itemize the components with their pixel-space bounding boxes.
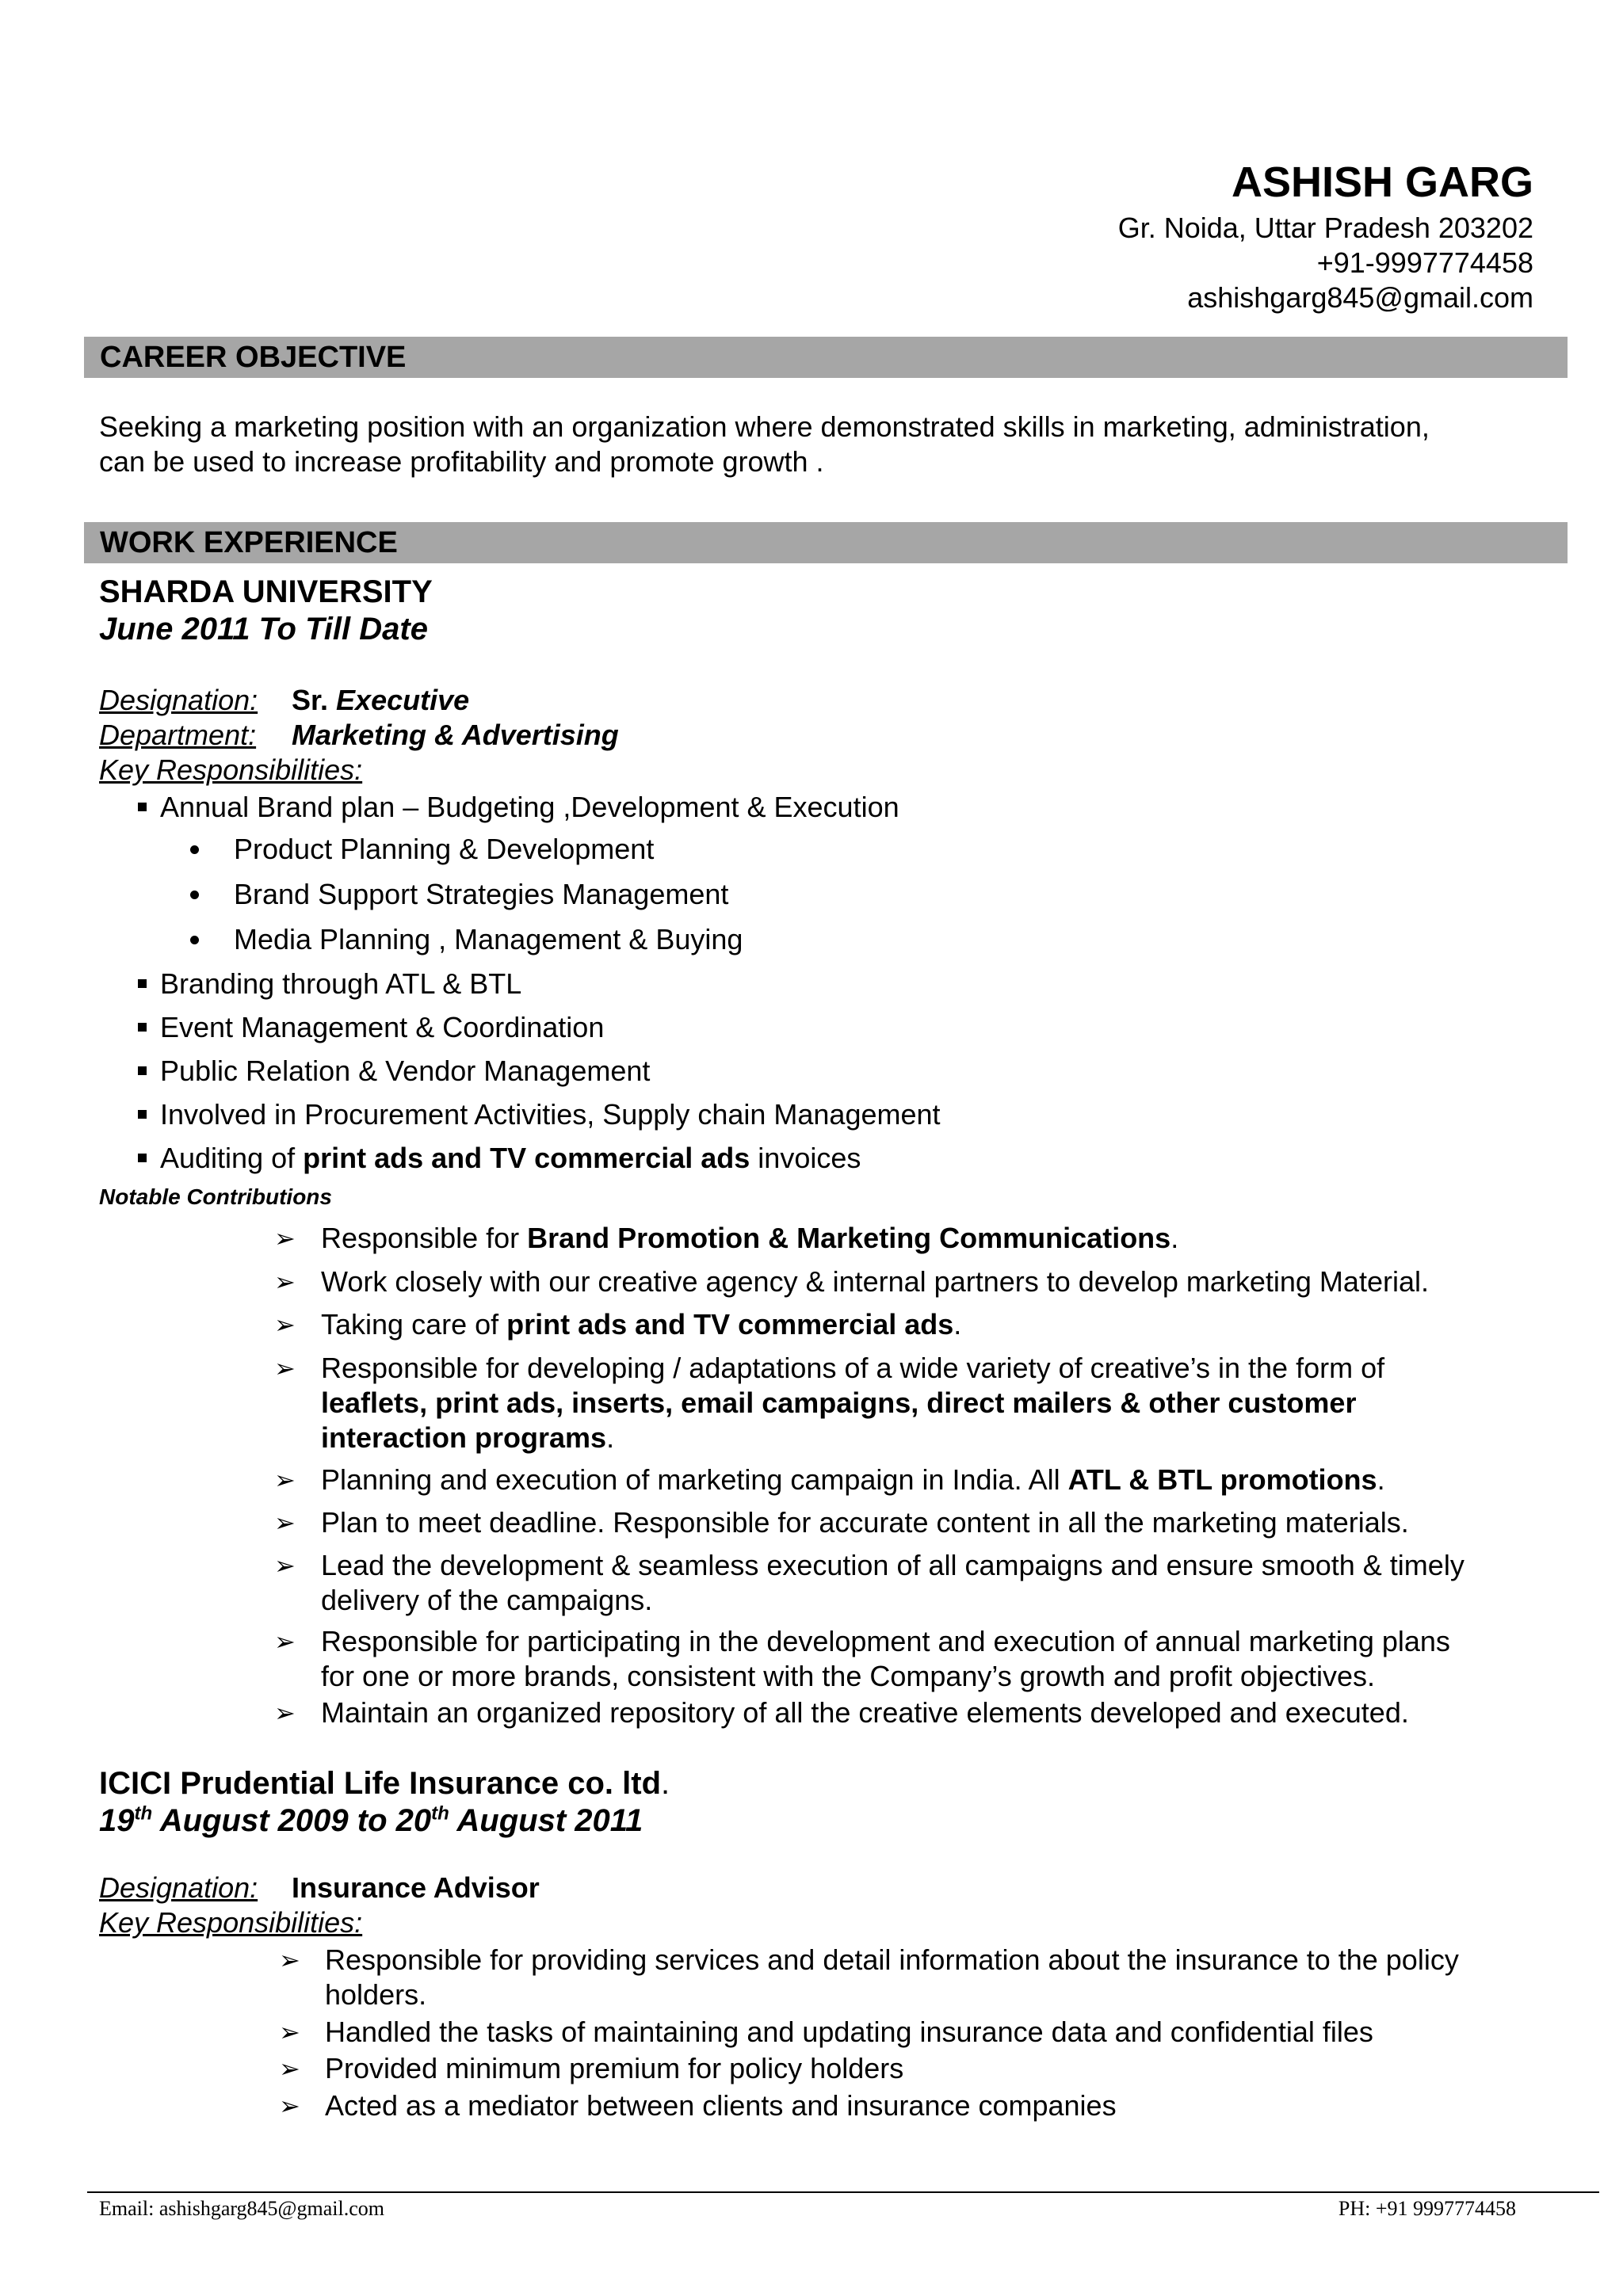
address: Gr. Noida, Uttar Pradesh 203202: [1117, 212, 1533, 244]
list-item: Branding through ATL & BTL: [160, 967, 522, 1000]
arrow-bullet-icon: ➢: [274, 1551, 296, 1580]
list-item: Annual Brand plan – Budgeting ,Development & Execution: [160, 791, 899, 823]
list-item: Acted as a mediator between clients and insurance companies: [325, 2089, 1117, 2122]
list-item: Brand Support Strategies Management: [234, 878, 729, 910]
job-period: June 2011 To Till Date: [99, 612, 428, 646]
designation-row: [99, 1871, 540, 1905]
footer-email: Email: ashishgarg845@gmail.com: [99, 2197, 384, 2220]
list-item: Maintain an organized repository of all the creative elements developed and executed.: [321, 1696, 1409, 1729]
arrow-bullet-icon: ➢: [279, 2018, 300, 2046]
career-objective-heading: CAREER OBJECTIVE: [84, 337, 1568, 378]
key-responsibilities-label: Key Responsibilities:: [99, 753, 363, 786]
list-item: Event Management & Coordination: [160, 1011, 605, 1043]
list-item: Responsible for developing / adaptations of a wide variety of creative’s in the form of leaflets, print ads, inserts, email campaigns, direct mailers & other customer interaction programs.: [321, 1352, 1385, 1454]
notable-contributions-label: Notable Contributions: [99, 1184, 332, 1209]
arrow-bullet-icon: ➢: [279, 1946, 300, 1974]
arrow-bullet-icon: ➢: [274, 1699, 296, 1727]
list-item: Handled the tasks of maintaining and updating insurance data and confidential files: [325, 2016, 1373, 2048]
objective-line-1: Seeking a marketing position with an organization where demonstrated skills in marketing, administration,: [99, 410, 1430, 443]
arrow-bullet-icon: ➢: [274, 1508, 296, 1537]
list-item: Responsible for participating in the development and execution of annual marketing plans for one or more brands, consistent with the Company’s growth and profit objectives.: [321, 1625, 1450, 1692]
list-item: Lead the development & seamless execution of all campaigns and ensure smooth & timely delivery of the campaigns.: [321, 1549, 1465, 1616]
list-item: Involved in Procurement Activities, Supply chain Management: [160, 1098, 941, 1131]
arrow-bullet-icon: ➢: [274, 1224, 296, 1253]
footer-phone: PH: +91 9997774458: [1338, 2197, 1516, 2220]
phone: +91-9997774458: [1316, 246, 1533, 279]
list-item: Taking care of print ads and TV commercial ads.: [321, 1308, 962, 1341]
designation-value: Insurance Advisor: [292, 1871, 540, 1904]
list-item: Product Planning & Development: [234, 833, 655, 865]
list-item: Media Planning , Management & Buying: [234, 923, 743, 955]
arrow-bullet-icon: ➢: [274, 1466, 296, 1494]
list-item: Auditing of print ads and TV commercial ads invoices: [160, 1142, 861, 1174]
footer-divider: [87, 2191, 1599, 2193]
objective-line-2: can be used to increase profitability and promote growth .: [99, 445, 824, 478]
department-row: [99, 718, 619, 753]
list-item: Public Relation & Vendor Management: [160, 1055, 651, 1087]
email: ashishgarg845@gmail.com: [1187, 281, 1533, 314]
designation-row: [99, 683, 470, 718]
arrow-bullet-icon: ➢: [274, 1627, 296, 1656]
candidate-name: ASHISH GARG: [1231, 158, 1533, 206]
list-item: Responsible for providing services and detail information about the insurance to the policy holders.: [325, 1943, 1459, 2011]
arrow-bullet-icon: ➢: [274, 1354, 296, 1383]
designation-value: Sr. Executive: [292, 684, 470, 716]
work-experience-heading: WORK EXPERIENCE: [84, 522, 1568, 563]
arrow-bullet-icon: ➢: [279, 2092, 300, 2120]
arrow-bullet-icon: ➢: [274, 1310, 296, 1339]
arrow-bullet-icon: ➢: [279, 2054, 300, 2083]
department-label: Department:: [99, 719, 257, 751]
list-item: Plan to meet deadline. Responsible for accurate content in all the marketing materials.: [321, 1506, 1409, 1539]
list-item: Work closely with our creative agency & internal partners to develop marketing Material.: [321, 1265, 1429, 1298]
designation-label: Designation:: [99, 684, 258, 716]
job-period: 19th August 2009 to 20th August 2011: [99, 1802, 643, 1838]
company-name: SHARDA UNIVERSITY: [99, 574, 433, 609]
designation-label: Designation:: [99, 1871, 258, 1904]
list-item: Provided minimum premium for policy holders: [325, 2052, 904, 2084]
key-responsibilities-label: Key Responsibilities:: [99, 1906, 363, 1939]
list-item: Planning and execution of marketing campaign in India. All ATL & BTL promotions.: [321, 1463, 1385, 1496]
arrow-bullet-icon: ➢: [274, 1268, 296, 1296]
department-value: Marketing & Advertising: [292, 719, 619, 751]
company-name: ICICI Prudential Life Insurance co. ltd.: [99, 1766, 670, 1801]
list-item: Responsible for Brand Promotion & Marketing Communications.: [321, 1222, 1179, 1254]
